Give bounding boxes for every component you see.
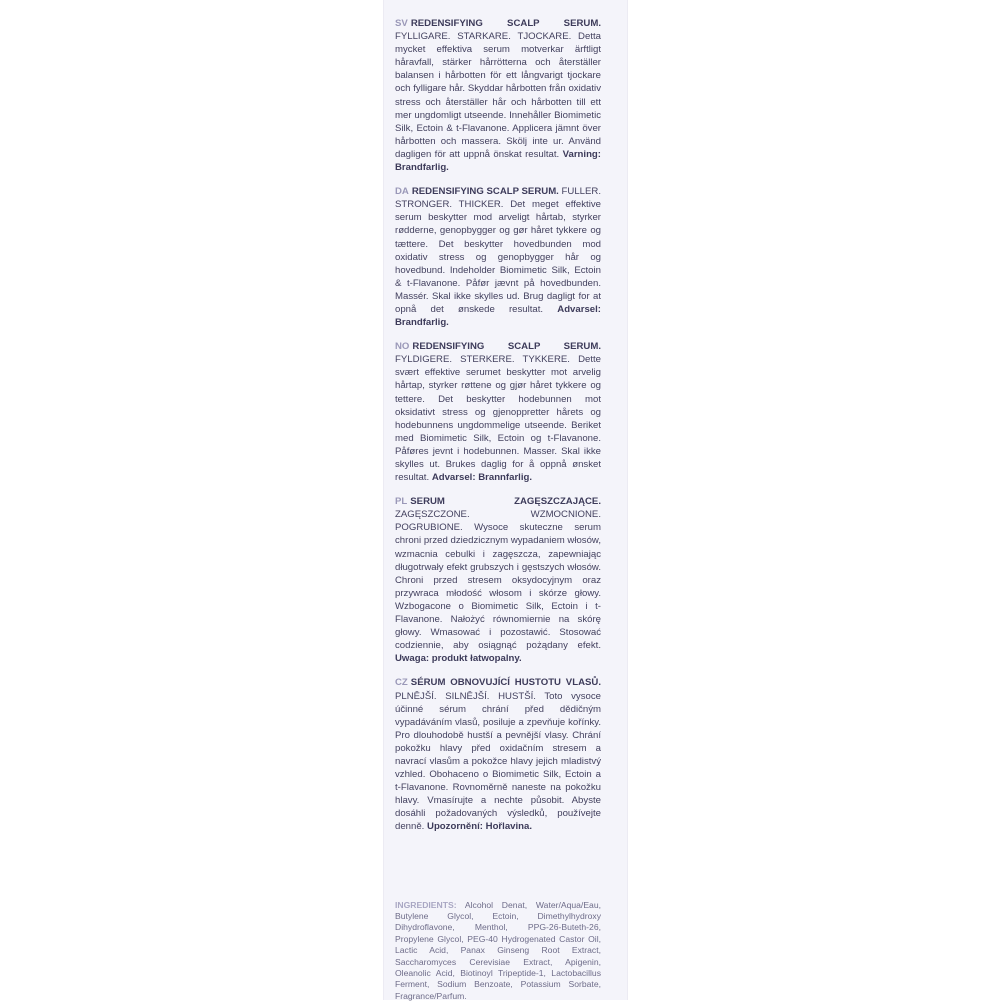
language-code: PL bbox=[395, 496, 408, 508]
ingredients-list bbox=[395, 900, 601, 1002]
ingredients-text: Alcohol Denat, Water/Aqua/Eau, Butylene Glycol, Ectoin, Dimethylhydroxy Dihydroflavone, Menthol, PPG-26-Buteth-26, Propylene Glycol, PEG-40 Hydrogenated Castor Oil, Lactic Acid, Panax Ginseng Root Extract, Saccharomyces Cerevisiae Extract, Apigenin, Oleanolic Acid, Biotinoyl Tripeptide-1, Lactobacillus Ferment, Sodium Benzoate, Potassium Sorbate, Fragrance/Parfum. bbox=[395, 899, 601, 1001]
language-code: DA bbox=[395, 186, 409, 198]
ingredients-label: INGREDIENTS: bbox=[395, 899, 457, 910]
section-body: PLNĚJŠÍ. SILNĚJŠÍ. HUSTŠÍ. Toto vysoce účinné sérum chrání před dědičným vypadáváním vlasů, posiluje a zpevňuje kořínky. Pro dlouhodobě hustší a pevnější vlasy. Chrání pokožku hlavy před oxidačním stresem a navrací vlasům a pokožce hlavy jejich mladistvý vzhled. Obohaceno o Biomimetic Silk, Ectoin a t-Flavanone. Rovnoměrně naneste na pokožku hlavy. Vmasírujte a nechte působit. Abyste dosáhli požadovaných výsledků, používejte denně. bbox=[395, 690, 601, 833]
section-body: FYLLIGARE. STARKARE. TJOCKARE. Detta mycket effektiva serum motverkar ärftligt håravfall, stärker hårrötterna och återställer balansen i hårbotten för ett långvarigt tjockare och fylligare hår. Skyddar hårbotten från oxidativ stress och återställer hår och hårbotten till ett mer ungdomligt utseende. Innehåller Biomimetic Silk, Ectoin & t-Flavanone. Applicera jämnt över hårbotten och massera. Skölj inte ur. Använd dagligen för att uppnå önskat resultat. bbox=[395, 31, 601, 160]
language-code: SV bbox=[395, 18, 408, 29]
section-title: SÉRUM OBNOVUJÍCÍ HUSTOTU VLASŮ. bbox=[410, 677, 601, 689]
section-title: REDENSIFYING SCALP SERUM. bbox=[412, 341, 601, 353]
section-title: SERUM ZAGĘSZCZAJĄCE. bbox=[410, 496, 601, 508]
section-body: FULLER. STRONGER. THICKER. Det meget effektive serum beskytter mod arveligt hårtab, styrker rødderne, genopbygger og gør håret tykkere og tættere. Det beskytter hovedbunden mod oxidativ stress og genopbygger hår og hovedbund. Indeholder Biomimetic Silk, Ectoin & t-Flavanone. Påfør jævnt på hovedbunden. Massér. Skal ikke skylles ud. Brug dagligt for at opnå det ønskede resultat. bbox=[395, 186, 601, 315]
section-warning: Upozornění: Hořlavina. bbox=[427, 821, 533, 833]
section-da bbox=[395, 185, 601, 329]
language-code: NO bbox=[395, 341, 410, 353]
section-warning: Uwaga: produkt łatwopalny. bbox=[395, 653, 522, 665]
section-no bbox=[395, 340, 601, 484]
section-warning: Advarsel: Brannfarlig. bbox=[431, 472, 533, 484]
section-pl bbox=[395, 495, 601, 665]
section-warning: Varning: Brandfarlig. bbox=[395, 148, 601, 174]
section-title: REDENSIFYING SCALP SERUM. bbox=[410, 18, 601, 29]
section-warning: Advarsel: Brandfarlig. bbox=[395, 303, 601, 329]
language-code: CZ bbox=[395, 677, 408, 689]
section-sv bbox=[395, 17, 601, 174]
product-description-column bbox=[395, 17, 601, 845]
section-body: ZAGĘSZCZONE. WZMOCNIONE. POGRUBIONE. Wysoce skuteczne serum chroni przed dziedzicznym wypadaniem włosów, wzmacnia cebulki i zagęszcza, zapewniając długotrwały efekt grubszych i gęstszych włosów. Chroni przed stresem oksydocyjnym oraz przywraca młodość włosom i skórze głowy. Wzbogacone o Biomimetic Silk, Ectoin i t-Flavanone. Nałożyć równomiernie na skórę głowy. Wmasować i pozostawić. Stosować codziennie, aby osiągnąć pożądany efekt. bbox=[395, 509, 601, 652]
section-body: FYLDIGERE. STERKERE. TYKKERE. Dette svært effektive serumet beskytter mot arvelig hårtap, styrker røttene og gjør håret tykkere og tettere. Det beskytter hodebunnen mot oksidativt stress og gjenoppretter hårets og hodebunnens ungdommelige utseende. Beriket med Biomimetic Silk, Ectoin og t-Flavanone. Påføres jevnt i hodebunnen. Masser. Skal ikke skylles ut. Brukes daglig for å oppnå ønsket resultat. bbox=[395, 354, 601, 484]
section-title: REDENSIFYING SCALP SERUM. bbox=[411, 186, 559, 198]
section-cz bbox=[395, 676, 601, 833]
